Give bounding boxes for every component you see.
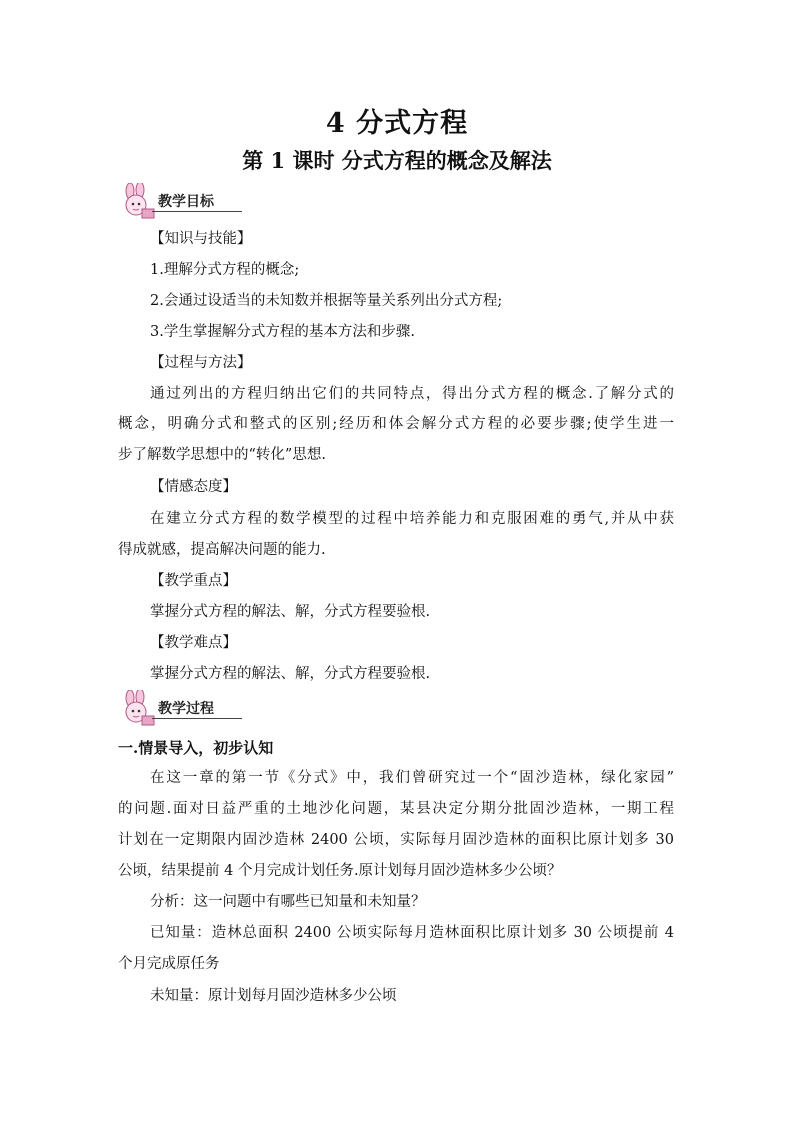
section-label: 教学目标: [158, 194, 214, 210]
paragraph-line: 在这一章的第一节《分式》中，我们曾研究过一个“固沙造林，绿化家园”: [150, 770, 674, 786]
analysis-line: 分析：这一问题中有哪些已知量和未知量？: [150, 894, 426, 910]
subheading-knowledge: 【知识与技能】: [150, 231, 252, 247]
paragraph-line: 计划在一定期限内固沙造林 2400 公顷，实际每月固沙造林的面积比原计划多 30: [118, 832, 674, 848]
objective-item: 1.理解分式方程的概念;: [150, 262, 300, 278]
objective-item: 3.学生掌握解分式方程的基本方法和步骤.: [150, 324, 415, 340]
paragraph-line: 的问题.面对日益严重的土地沙化问题，某县决定分期分批固沙造林，一期工程: [118, 801, 674, 817]
known-quantities-line: 个月完成原任务: [118, 956, 220, 972]
paragraph-line: 得成就感，提高解决问题的能力.: [118, 542, 326, 558]
paragraph-line: 掌握分式方程的解法、解，分式方程要验根.: [150, 666, 431, 682]
subheading-key-points: 【教学重点】: [150, 573, 237, 589]
section-underline: [152, 718, 242, 719]
paragraph-line: 掌握分式方程的解法、解，分式方程要验根.: [150, 604, 431, 620]
page-title: 4 分式方程: [325, 108, 469, 139]
unknown-quantities-line: 未知量：原计划每月固沙造林多少公顷: [150, 988, 397, 1004]
subheading-attitude: 【情感态度】: [150, 479, 237, 495]
paragraph-line: 通过列出的方程归纳出它们的共同特点，得出分式方程的概念.了解分式的: [150, 386, 674, 402]
subheading-process: 【过程与方法】: [150, 355, 252, 371]
lesson-subtitle: 第 1 课时 分式方程的概念及解法: [242, 148, 552, 173]
paragraph-line: 公顷，结果提前 4 个月完成计划任务.原计划每月固沙造林多少公顷？: [118, 863, 562, 879]
step-heading: 一.情景导入，初步认知: [118, 739, 274, 757]
section-header-process: [118, 690, 248, 732]
paragraph-line: 在建立分式方程的数学模型的过程中培养能力和克服困难的勇气,并从中获: [150, 511, 674, 527]
known-quantities-line: 已知量：造林总面积 2400 公顷实际每月造林面积比原计划多 30 公顷提前 4: [150, 925, 674, 941]
section-header-objectives: [118, 183, 248, 225]
cartoon-rabbit-icon: [118, 183, 158, 223]
section-underline: [152, 211, 242, 212]
cartoon-rabbit-icon: [118, 690, 158, 730]
paragraph-line: 步了解数学思想中的“转化”思想.: [118, 447, 326, 463]
paragraph-line: 概念，明确分式和整式的区别;经历和体会解分式方程的必要步骤;使学生进一: [118, 416, 674, 432]
objective-item: 2.会通过设适当的未知数并根据等量关系列出分式方程;: [150, 293, 503, 309]
section-label: 教学过程: [158, 701, 214, 717]
subheading-difficulties: 【教学难点】: [150, 635, 237, 651]
